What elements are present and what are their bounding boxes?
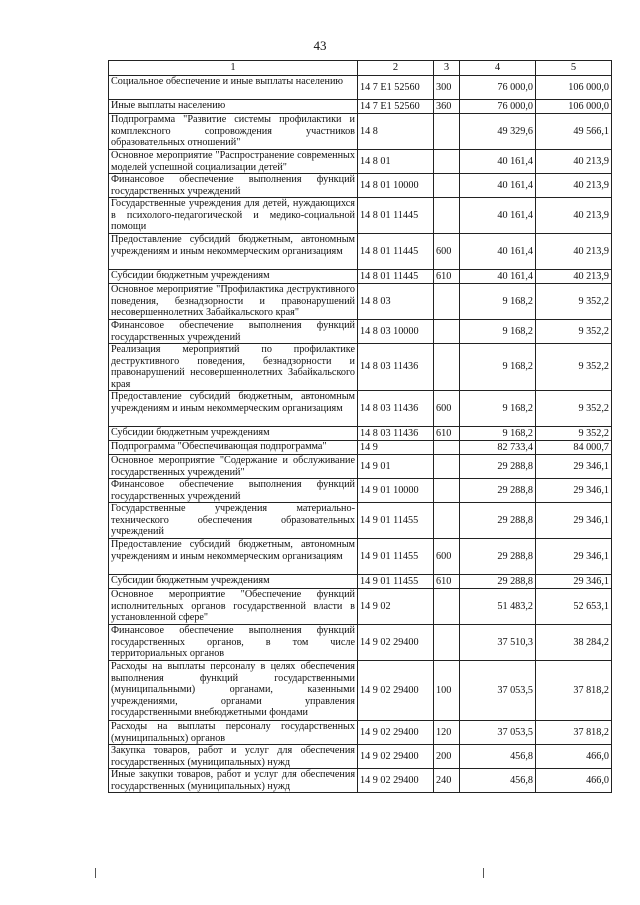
table-row [109,284,612,320]
row-expense-type-cell: 600 [434,539,460,575]
row-year1-amount-cell: 40 161,4 [460,198,536,234]
row-name-cell: Финансовое обеспечение выполнения функций государственных органов, в том числе территориальных органов [109,625,358,661]
row-year2-amount-cell: 38 284,2 [536,625,612,661]
row-code-cell: 14 9 [358,441,434,455]
table-row [109,427,612,441]
row-year2-amount-cell: 37 818,2 [536,721,612,745]
table-row [109,625,612,661]
row-year1-amount-cell: 9 168,2 [460,320,536,344]
row-year2-amount-cell: 29 346,1 [536,479,612,503]
row-year2-amount-cell: 466,0 [536,745,612,769]
row-name-cell: Основное мероприятие "Распространение современных моделей успешной социализации детей" [109,150,358,174]
row-year2-amount-cell: 29 346,1 [536,539,612,575]
table-row [109,479,612,503]
row-year1-amount-cell: 9 168,2 [460,284,536,320]
row-year2-amount-cell: 52 653,1 [536,589,612,625]
table-row [109,391,612,427]
row-name-cell: Предоставление субсидий бюджетным, автономным учреждениям и иным некоммерческим организациям [109,391,358,427]
table-row [109,114,612,150]
row-code-cell: 14 9 02 29400 [358,625,434,661]
row-year2-amount-cell: 106 000,0 [536,100,612,114]
table-row [109,455,612,479]
row-expense-type-cell: 200 [434,745,460,769]
row-year1-amount-cell: 29 288,8 [460,503,536,539]
row-name-cell: Подпрограмма "Обеспечивающая подпрограмма" [109,441,358,455]
row-name-cell: Субсидии бюджетным учреждениям [109,427,358,441]
scan-mark [95,868,96,878]
row-year2-amount-cell: 40 213,9 [536,150,612,174]
row-expense-type-cell [434,174,460,198]
table-row [109,745,612,769]
row-code-cell: 14 9 01 11455 [358,575,434,589]
row-code-cell: 14 8 01 10000 [358,174,434,198]
table-row [109,270,612,284]
row-year1-amount-cell: 37 053,5 [460,721,536,745]
row-code-cell: 14 9 01 11455 [358,503,434,539]
row-name-cell: Финансовое обеспечение выполнения функций государственных учреждений [109,174,358,198]
table-row [109,344,612,391]
row-code-cell: 14 9 01 [358,455,434,479]
row-year2-amount-cell: 29 346,1 [536,575,612,589]
row-code-cell: 14 9 02 29400 [358,721,434,745]
row-expense-type-cell [434,479,460,503]
column-header: 3 [434,61,460,76]
row-year2-amount-cell: 40 213,9 [536,270,612,284]
row-year1-amount-cell: 40 161,4 [460,234,536,270]
row-name-cell: Основное мероприятие "Содержание и обслуживание государственных учреждений" [109,455,358,479]
row-expense-type-cell [434,455,460,479]
row-year1-amount-cell: 40 161,4 [460,174,536,198]
row-code-cell: 14 8 [358,114,434,150]
table-row [109,539,612,575]
table-row [109,575,612,589]
row-year1-amount-cell: 29 288,8 [460,575,536,589]
row-year1-amount-cell: 40 161,4 [460,150,536,174]
row-code-cell: 14 9 02 [358,589,434,625]
table-row [109,150,612,174]
row-year2-amount-cell: 106 000,0 [536,76,612,100]
row-year1-amount-cell: 29 288,8 [460,455,536,479]
row-name-cell: Финансовое обеспечение выполнения функций государственных учреждений [109,320,358,344]
row-expense-type-cell: 610 [434,575,460,589]
page-number: 43 [313,38,327,53]
row-expense-type-cell [434,150,460,174]
row-year1-amount-cell: 82 733,4 [460,441,536,455]
row-name-cell: Подпрограмма "Развитие системы профилактики и комплексного сопровождения участников образовательных отношений" [109,114,358,150]
row-name-cell: Закупка товаров, работ и услуг для обеспечения государственных (муниципальных) нужд [109,745,358,769]
row-expense-type-cell [434,320,460,344]
row-expense-type-cell [434,441,460,455]
table-row [109,589,612,625]
row-year1-amount-cell: 51 483,2 [460,589,536,625]
row-year1-amount-cell: 9 168,2 [460,391,536,427]
row-year1-amount-cell: 29 288,8 [460,539,536,575]
row-year2-amount-cell: 9 352,2 [536,320,612,344]
row-name-cell: Расходы на выплаты персоналу в целях обеспечения выполнения функций государственными (муниципальными) органами, казенными учреждениями, органами управления государственными внебюджетными фондами [109,661,358,721]
row-name-cell: Иные закупки товаров, работ и услуг для обеспечения государственных (муниципальных) нужд [109,769,358,793]
table-row [109,174,612,198]
table-header-row [109,61,612,76]
column-header: 2 [358,61,434,76]
row-year2-amount-cell: 9 352,2 [536,427,612,441]
row-code-cell: 14 9 02 29400 [358,769,434,793]
row-name-cell: Основное мероприятие "Обеспечение функций исполнительных органов государственной власти в установленной сфере" [109,589,358,625]
row-year2-amount-cell: 40 213,9 [536,174,612,198]
column-header: 5 [536,61,612,76]
row-year2-amount-cell: 40 213,9 [536,198,612,234]
row-expense-type-cell: 610 [434,270,460,284]
row-year1-amount-cell: 40 161,4 [460,270,536,284]
row-year1-amount-cell: 76 000,0 [460,76,536,100]
table-row [109,721,612,745]
row-year2-amount-cell: 84 000,7 [536,441,612,455]
table-row [109,661,612,721]
row-expense-type-cell: 610 [434,427,460,441]
table-row [109,76,612,100]
row-year1-amount-cell: 37 053,5 [460,661,536,721]
column-header: 1 [109,61,358,76]
row-name-cell: Предоставление субсидий бюджетным, автономным учреждениям и иным некоммерческим организациям [109,234,358,270]
row-expense-type-cell: 100 [434,661,460,721]
row-year1-amount-cell: 9 168,2 [460,427,536,441]
row-code-cell: 14 8 03 10000 [358,320,434,344]
table-row [109,320,612,344]
row-expense-type-cell: 120 [434,721,460,745]
row-name-cell: Государственные учреждения материально-технического обеспечения образовательных учреждений [109,503,358,539]
row-year1-amount-cell: 456,8 [460,745,536,769]
row-code-cell: 14 8 03 11436 [358,344,434,391]
table-row [109,234,612,270]
row-name-cell: Социальное обеспечение и иные выплаты населению [109,76,358,100]
row-year2-amount-cell: 9 352,2 [536,284,612,320]
scan-mark [483,868,484,878]
row-expense-type-cell [434,503,460,539]
row-name-cell: Иные выплаты населению [109,100,358,114]
row-name-cell: Субсидии бюджетным учреждениям [109,270,358,284]
row-expense-type-cell [434,344,460,391]
row-expense-type-cell: 360 [434,100,460,114]
row-code-cell: 14 9 01 10000 [358,479,434,503]
table-row [109,198,612,234]
row-year2-amount-cell: 29 346,1 [536,503,612,539]
row-name-cell: Основное мероприятие "Профилактика деструктивного поведения, безнадзорности и правонарушений несовершеннолетних Забайкальского края" [109,284,358,320]
row-expense-type-cell: 240 [434,769,460,793]
row-code-cell: 14 7 E1 52560 [358,100,434,114]
row-code-cell: 14 8 01 11445 [358,198,434,234]
row-expense-type-cell [434,625,460,661]
row-expense-type-cell [434,198,460,234]
row-code-cell: 14 7 E1 52560 [358,76,434,100]
row-code-cell: 14 9 01 11455 [358,539,434,575]
table-row [109,441,612,455]
row-year2-amount-cell: 37 818,2 [536,661,612,721]
row-code-cell: 14 8 01 11445 [358,270,434,284]
row-expense-type-cell: 600 [434,234,460,270]
row-expense-type-cell: 600 [434,391,460,427]
row-code-cell: 14 8 03 11436 [358,391,434,427]
row-expense-type-cell [434,284,460,320]
row-expense-type-cell: 300 [434,76,460,100]
row-year2-amount-cell: 49 566,1 [536,114,612,150]
row-year2-amount-cell: 29 346,1 [536,455,612,479]
column-header: 4 [460,61,536,76]
row-year1-amount-cell: 37 510,3 [460,625,536,661]
row-expense-type-cell [434,589,460,625]
row-name-cell: Финансовое обеспечение выполнения функций государственных учреждений [109,479,358,503]
row-name-cell: Государственные учреждения для детей, нуждающихся в психолого-педагогической и медико-социальной помощи [109,198,358,234]
row-expense-type-cell [434,114,460,150]
row-year2-amount-cell: 40 213,9 [536,234,612,270]
row-name-cell: Предоставление субсидий бюджетным, автономным учреждениям и иным некоммерческим организациям [109,539,358,575]
row-code-cell: 14 8 01 [358,150,434,174]
row-year2-amount-cell: 466,0 [536,769,612,793]
row-year1-amount-cell: 456,8 [460,769,536,793]
row-name-cell: Субсидии бюджетным учреждениям [109,575,358,589]
row-code-cell: 14 8 03 [358,284,434,320]
row-code-cell: 14 8 03 11436 [358,427,434,441]
row-year1-amount-cell: 29 288,8 [460,479,536,503]
row-code-cell: 14 9 02 29400 [358,745,434,769]
table-row [109,100,612,114]
row-name-cell: Реализация мероприятий по профилактике деструктивного поведения, безнадзорности и правонарушений несовершеннолетних Забайкальского края [109,344,358,391]
row-name-cell: Расходы на выплаты персоналу государственных (муниципальных) органов [109,721,358,745]
row-code-cell: 14 8 01 11445 [358,234,434,270]
table-row [109,503,612,539]
row-year2-amount-cell: 9 352,2 [536,391,612,427]
table-row [109,769,612,793]
row-year1-amount-cell: 49 329,6 [460,114,536,150]
row-year1-amount-cell: 9 168,2 [460,344,536,391]
row-year2-amount-cell: 9 352,2 [536,344,612,391]
row-code-cell: 14 9 02 29400 [358,661,434,721]
budget-table [108,60,612,793]
row-year1-amount-cell: 76 000,0 [460,100,536,114]
